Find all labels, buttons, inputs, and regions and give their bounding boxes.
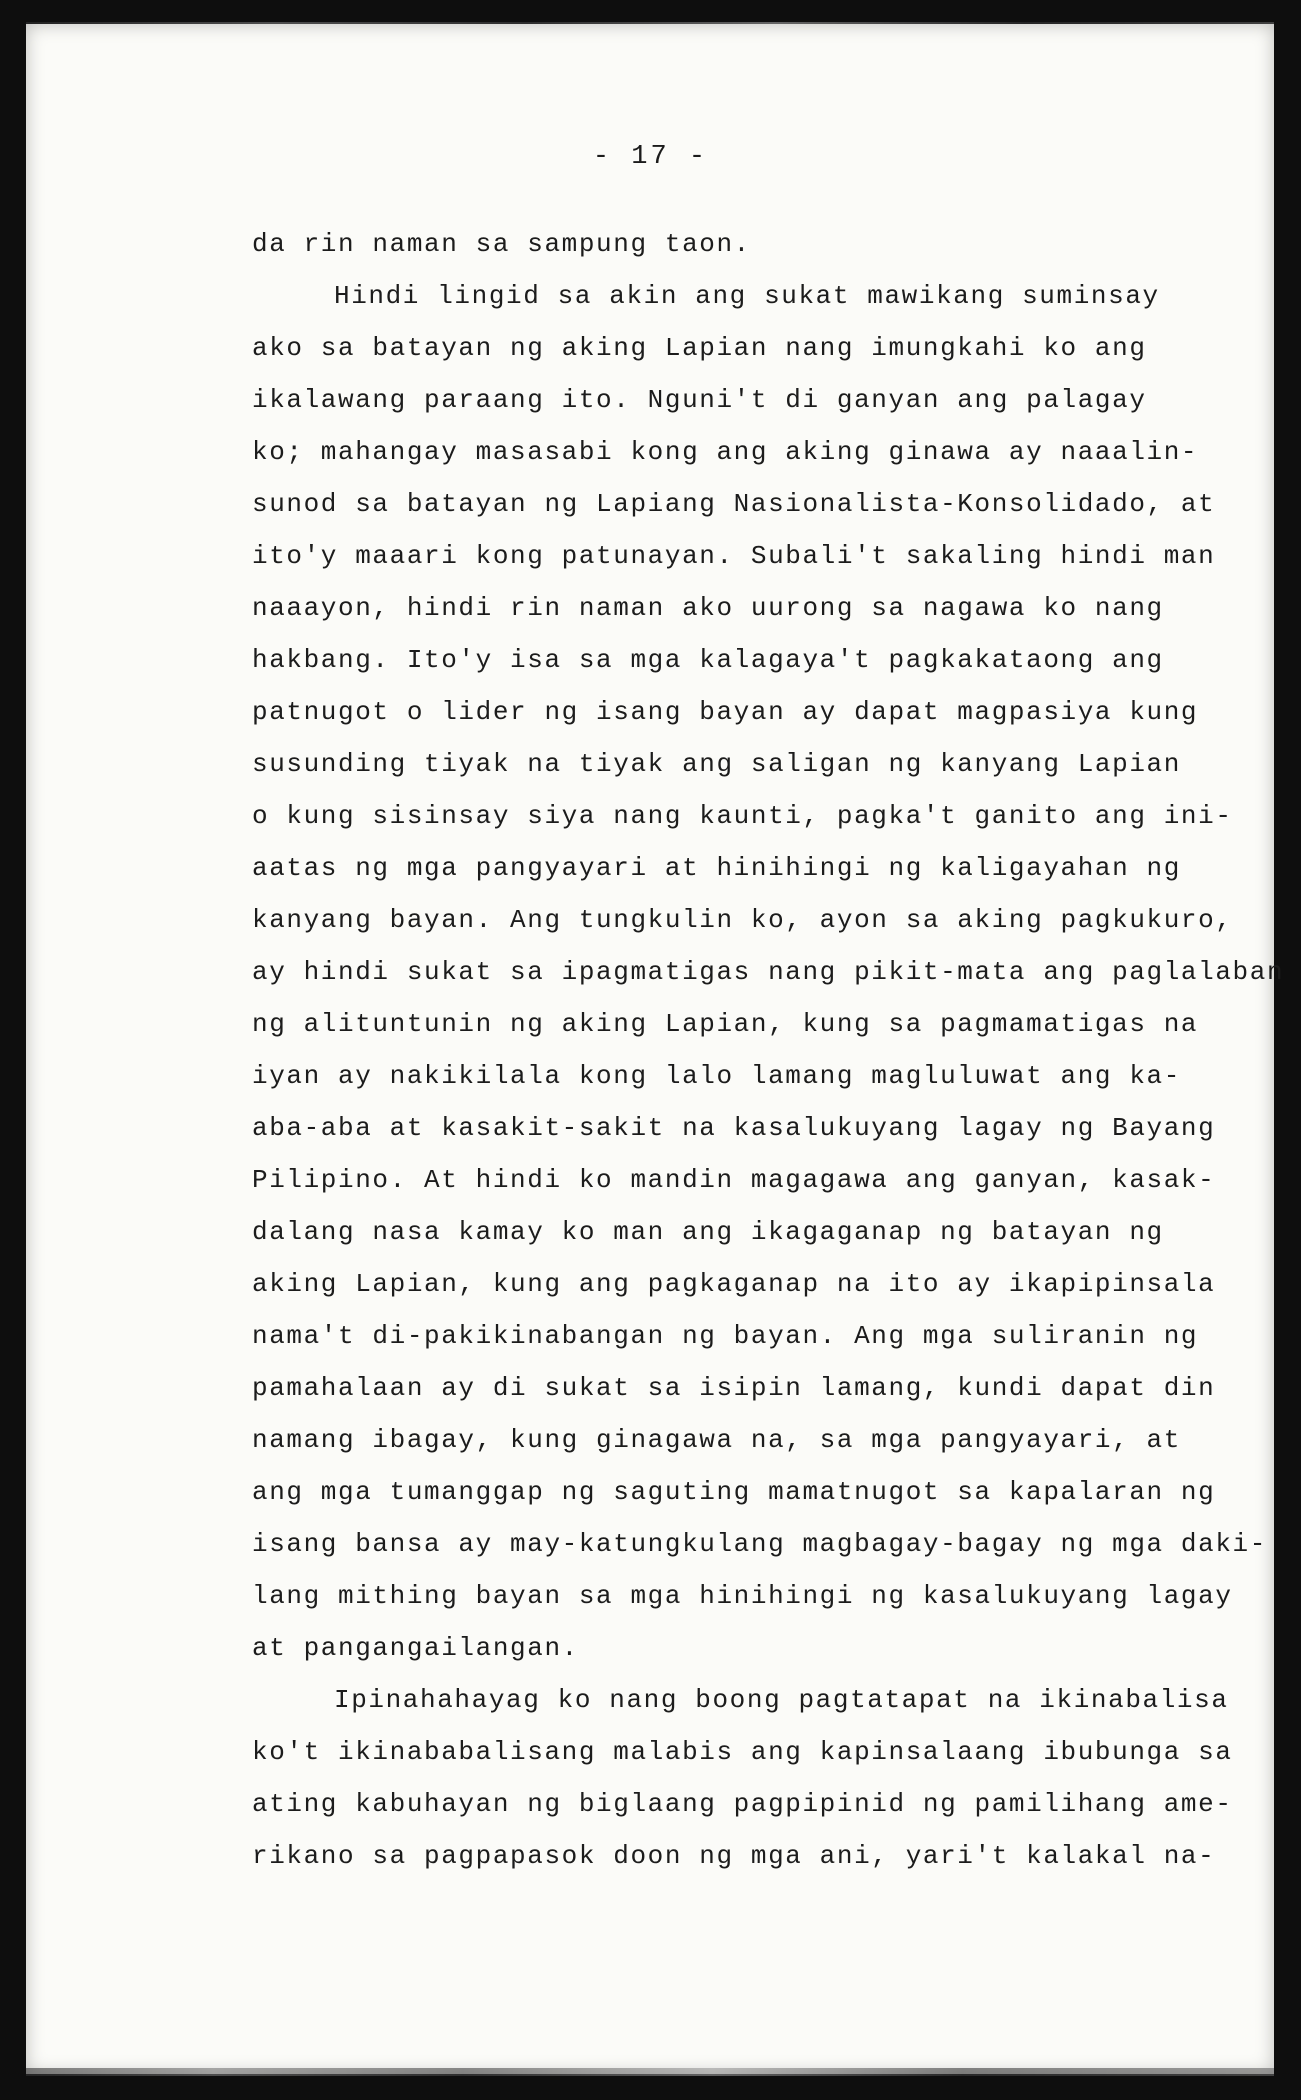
text-line: susunding tiyak na tiyak ang saligan ng kanyang Lapian (252, 749, 1181, 779)
text-line: isang bansa ay may-katungkulang magbagay-bagay ng mga daki- (252, 1529, 1267, 1559)
text-line: naaayon, hindi rin naman ako uurong sa nagawa ko nang (252, 593, 1164, 623)
text-line: dalang nasa kamay ko man ang ikagaganap ng batayan ng (252, 1217, 1164, 1247)
text-line: ay hindi sukat sa ipagmatigas nang pikit-mata ang paglalaban (252, 957, 1285, 987)
text-line: at pangangailangan. (252, 1633, 579, 1663)
text-line: da rin naman sa sampung taon. (252, 229, 751, 259)
bottom-edge-scuff (26, 2068, 1274, 2076)
text-line: ang mga tumanggap ng saguting mamatnugot sa kapalaran ng (252, 1477, 1216, 1507)
paragraph-start-line: Ipinahahayag ko nang boong pagtatapat na ikinabalisa (334, 1685, 1229, 1715)
text-line: hakbang. Ito'y isa sa mga kalagaya't pagkakataong ang (252, 645, 1164, 675)
text-line: kanyang bayan. Ang tungkulin ko, ayon sa aking pagkukuro, (252, 905, 1233, 935)
text-line: ko't ikinababalisang malabis ang kapinsalaang ibubunga sa (252, 1737, 1233, 1767)
text-line: aba-aba at kasakit-sakit na kasalukuyang lagay ng Bayang (252, 1113, 1216, 1143)
text-line: pamahalaan ay di sukat sa isipin lamang, kundi dapat din (252, 1373, 1216, 1403)
text-line: ikalawang paraang ito. Nguni't di ganyan ang palagay (252, 385, 1147, 415)
text-line: lang mithing bayan sa mga hinihingi ng kasalukuyang lagay (252, 1581, 1233, 1611)
text-line: ko; mahangay masasabi kong ang aking ginawa ay naaalin- (252, 437, 1199, 467)
text-line: Pilipino. At hindi ko mandin magagawa ang ganyan, kasak- (252, 1165, 1216, 1195)
text-line: nama't di-pakikinabangan ng bayan. Ang mga suliranin ng (252, 1321, 1199, 1351)
text-line: ng alituntunin ng aking Lapian, kung sa pagmamatigas na (252, 1009, 1199, 1039)
text-line: ito'y maaari kong patunayan. Subali't sakaling hindi man (252, 541, 1216, 571)
page-number: - 17 - (592, 142, 709, 172)
text-line: aatas ng mga pangyayari at hinihingi ng kaligayahan ng (252, 853, 1181, 883)
text-line: o kung sisinsay siya nang kaunti, pagka't ganito ang ini- (252, 801, 1233, 831)
text-line: ako sa batayan ng aking Lapian nang imungkahi ko ang (252, 333, 1147, 363)
text-line: ating kabuhayan ng biglaang pagpipinid ng pamilihang ame- (252, 1789, 1233, 1819)
text-line: namang ibagay, kung ginagawa na, sa mga pangyayari, at (252, 1425, 1181, 1455)
text-line: patnugot o lider ng isang bayan ay dapat magpasiya kung (252, 697, 1199, 727)
paragraph-start-line: Hindi lingid sa akin ang sukat mawikang suminsay (334, 281, 1160, 311)
text-line: rikano sa pagpapasok doon ng mga ani, yari't kalakal na- (252, 1841, 1216, 1871)
text-line: iyan ay nakikilala kong lalo lamang magluluwat ang ka- (252, 1061, 1181, 1091)
text-line: aking Lapian, kung ang pagkaganap na ito ay ikapipinsala (252, 1269, 1216, 1299)
document-body (252, 218, 1285, 1882)
text-line: sunod sa batayan ng Lapiang Nasionalista-Konsolidado, at (252, 489, 1216, 519)
